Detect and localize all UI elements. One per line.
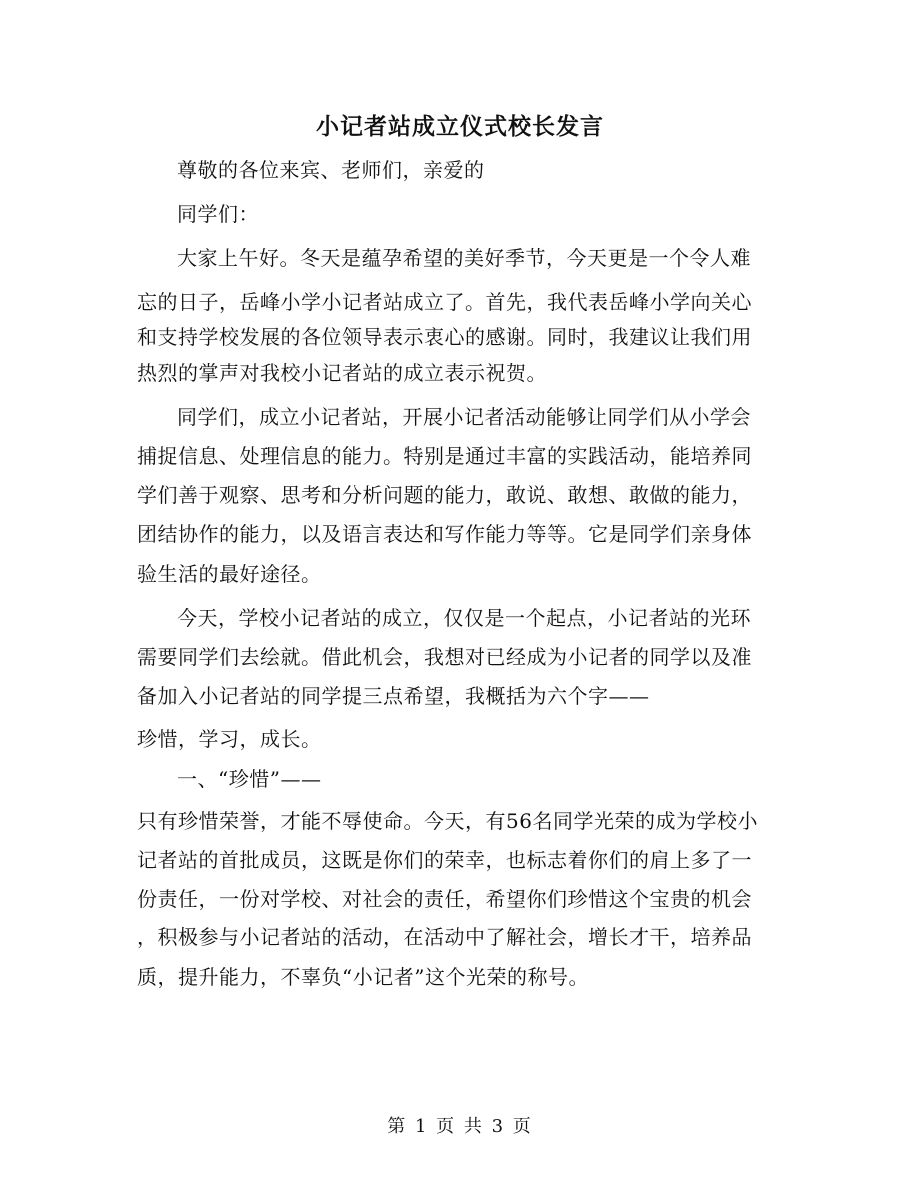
document-title: 小记者站成立仪式校长发言 [316,113,604,140]
paragraph-line: 学们善于观察、思考和分析问题的能力，敢说、敢想、敢做的能力， [137,483,752,507]
paragraph-line: 珍惜，学习，成长。 [137,727,322,751]
paragraph-line: 捕捉信息、处理信息的能力。特别是通过丰富的实践活动，能培养同 [137,444,752,468]
paragraph-line: 和支持学校发展的各位领导表示衷心的感谢。同时，我建议让我们用 [137,325,752,349]
page-footer: 第 1 页 共 3 页 [387,1116,533,1137]
paragraph-line: 今天，学校小记者站的成立，仅仅是一个起点，小记者站的光环 [177,606,751,630]
paragraph-line: 只有珍惜荣誉，才能不辱使命。今天，有56名同学光荣的成为学校小 [137,809,758,833]
paragraph-line: 忘的日子，岳峰小学小记者站成立了。首先，我代表岳峰小学向关心 [137,290,752,314]
paragraph-line: 备加入小记者站的同学提三点希望，我概括为六个字—— [137,684,650,708]
paragraph-line: 同学们，成立小记者站，开展小记者活动能够让同学们从小学会 [177,405,751,429]
paragraph-line: 尊敬的各位来宾、老师们，亲爱的 [177,158,485,182]
paragraph-line: 验生活的最好途径。 [137,562,322,586]
paragraph-line: 大家上午好。冬天是蕴孕希望的美好季节，今天更是一个令人难 [177,246,751,270]
paragraph-line: 需要同学们去绘就。借此机会，我想对已经成为小记者的同学以及准 [137,645,752,669]
paragraph-line: 质，提升能力，不辜负“小记者”这个光荣的称号。 [137,965,589,989]
paragraph-line: 热烈的掌声对我校小记者站的成立表示祝贺。 [137,361,547,385]
paragraph-line: 团结协作的能力，以及语言表达和写作能力等等。它是同学们亲身体 [137,522,752,546]
paragraph-line: 同学们： [177,202,259,226]
paragraph-line: ，积极参与小记者站的活动，在活动中了解社会，增长才干，培养品 [137,925,752,949]
paragraph-line: 份责任，一份对学校、对社会的责任，希望你们珍惜这个宝贵的机会 [137,887,752,911]
paragraph-line: 记者站的首批成员，这既是你们的荣幸，也标志着你们的肩上多了一 [137,848,752,872]
paragraph-line: 一、“珍惜”—— [177,767,322,791]
